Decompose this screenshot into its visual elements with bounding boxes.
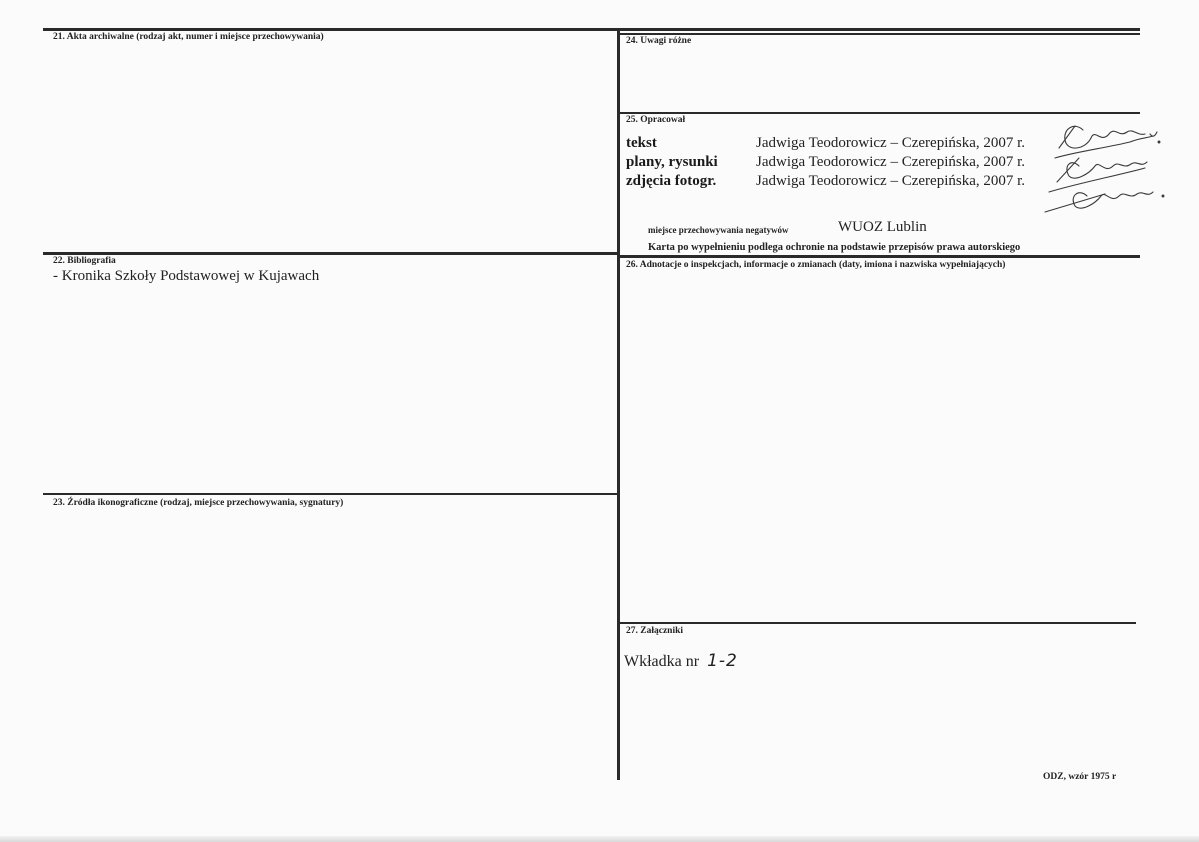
section-24-label: 24. Uwagi różne bbox=[626, 36, 692, 46]
section-25-label: 25. Opracował bbox=[626, 115, 686, 125]
rule-26 bbox=[620, 255, 1140, 258]
author-row-value-photos: Jadwiga Teodorowicz – Czerepińska, 2007 r. bbox=[756, 173, 1026, 189]
attachment-handwritten-number: 1-2 bbox=[707, 651, 738, 671]
center-divider bbox=[617, 28, 620, 780]
author-row-key-plans: plany, rysunki bbox=[626, 154, 718, 170]
attachment-entry bbox=[624, 651, 738, 671]
section-23-label: 23. Źródła ikonograficzne (rodzaj, miejsce przechowywania, sygnatury) bbox=[53, 498, 344, 508]
negatives-label: miejsce przechowywania negatywów bbox=[648, 225, 789, 235]
author-row-key-text: tekst bbox=[626, 135, 657, 151]
section-21-label: 21. Akta archiwalne (rodzaj akt, numer i miejsce przechowywania) bbox=[53, 32, 324, 42]
rule-23 bbox=[43, 493, 619, 495]
copyright-note: Karta po wypełnieniu podlega ochronie na podstawie przepisów prawa autorskiego bbox=[648, 242, 1021, 253]
rule-22 bbox=[43, 252, 619, 255]
top-rule bbox=[43, 28, 1140, 31]
author-row-key-photos: zdjęcia fotogr. bbox=[626, 173, 717, 189]
signature-scribble bbox=[1035, 108, 1170, 218]
negatives-value: WUOZ Lublin bbox=[838, 219, 927, 235]
section-22-label: 22. Bibliografia bbox=[53, 256, 116, 266]
section-26-label: 26. Adnotacje o inspekcjach, informacje o zmianach (daty, imiona i nazwiska wypełniających) bbox=[626, 260, 1006, 270]
author-row-value-plans: Jadwiga Teodorowicz – Czerepińska, 2007 r. bbox=[756, 154, 1026, 170]
bibliography-entry: - Kronika Szkoły Podstawowej w Kujawach bbox=[53, 268, 320, 284]
section-27-label: 27. Załączniki bbox=[626, 626, 684, 636]
scan-bottom-edge bbox=[0, 836, 1199, 842]
top-rule-right bbox=[620, 33, 1140, 35]
form-id: ODZ, wzór 1975 r bbox=[1043, 772, 1117, 782]
attachment-prefix: Wkładka nr bbox=[624, 653, 700, 670]
author-row-value-text: Jadwiga Teodorowicz – Czerepińska, 2007 r. bbox=[756, 135, 1026, 151]
rule-27 bbox=[620, 622, 1136, 624]
